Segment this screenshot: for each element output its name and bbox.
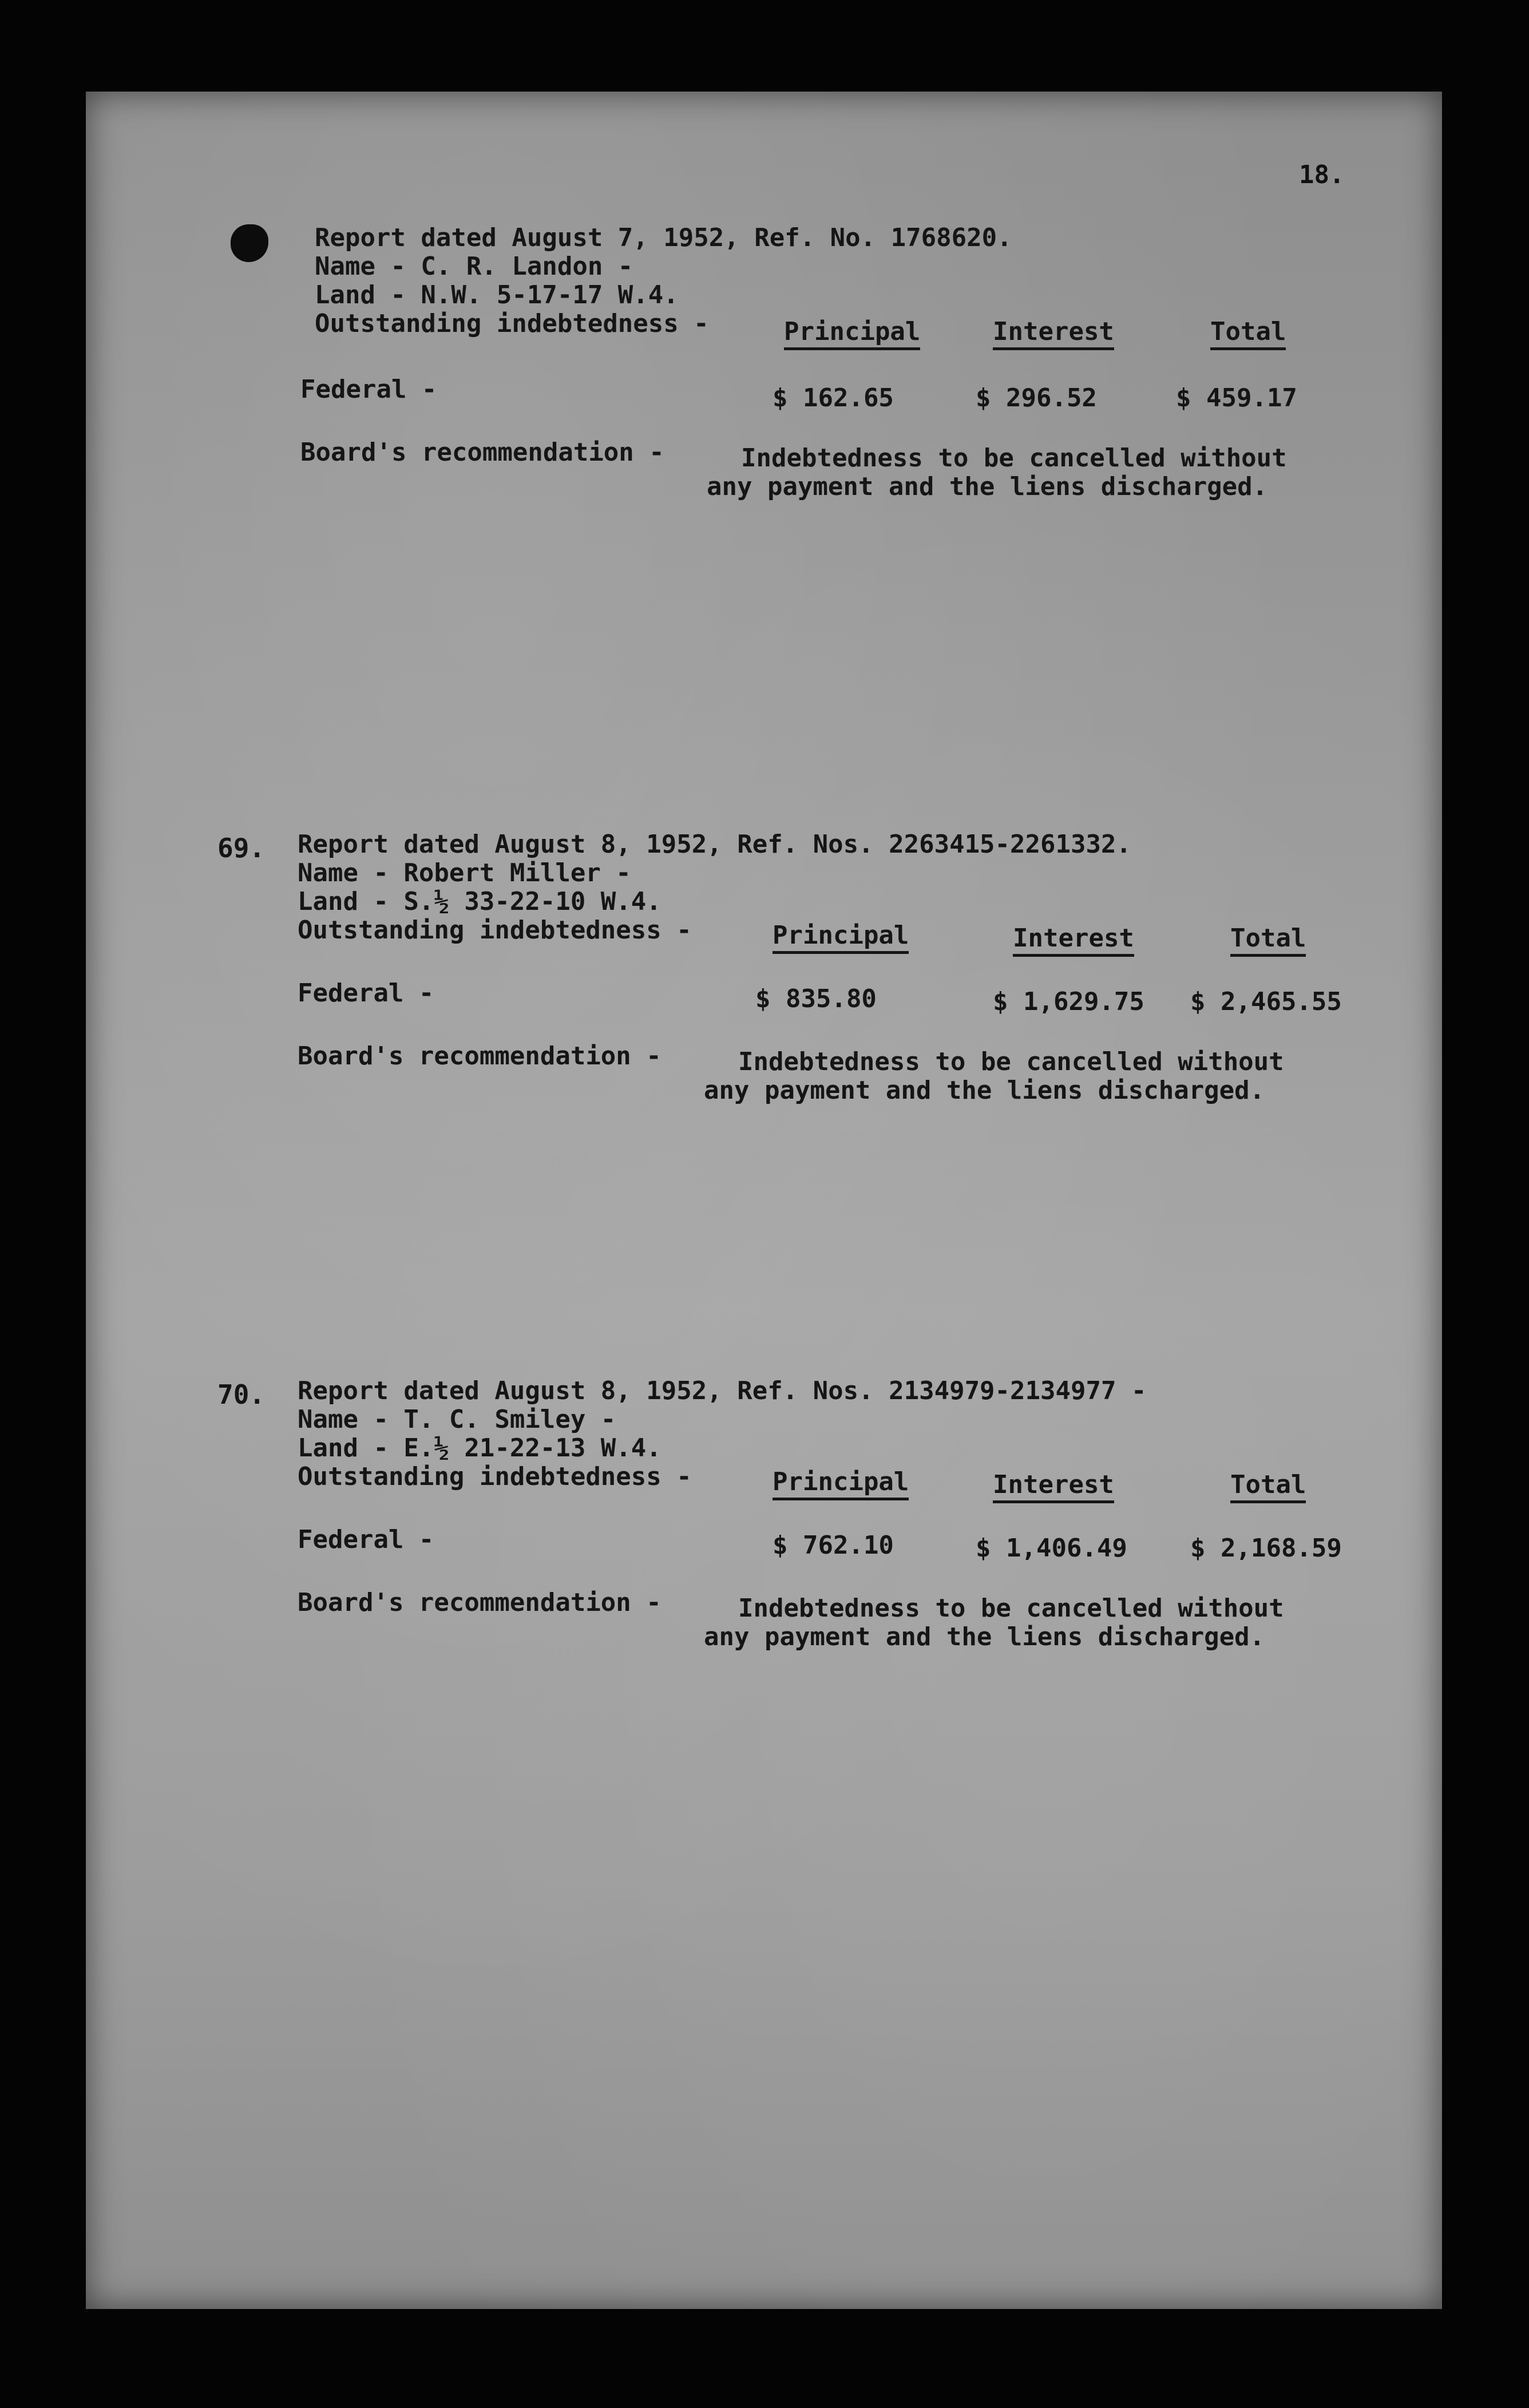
principal-header: Principal <box>773 921 909 954</box>
interest-header: Interest <box>993 1471 1114 1503</box>
name-line: Name - T. C. Smiley - <box>298 1405 616 1434</box>
document-page <box>86 92 1442 2309</box>
recommendation-line-2: any payment and the liens discharged. <box>704 1076 1265 1105</box>
total-amount: $ 459.17 <box>1176 383 1297 413</box>
indebtedness-label: Outstanding indebtedness - <box>315 309 709 338</box>
recommendation-line-2: any payment and the liens discharged. <box>707 472 1268 501</box>
land-line: Land - E.½ 21-22-13 W.4. <box>298 1433 661 1463</box>
name-line: Name - C. R. Landon - <box>315 252 633 281</box>
name-line: Name - Robert Miller - <box>298 858 631 888</box>
federal-label: Federal - <box>298 1525 434 1554</box>
principal-amount: $ 762.10 <box>773 1531 894 1560</box>
interest-amount: $ 1,629.75 <box>993 987 1144 1016</box>
interest-header: Interest <box>993 318 1114 350</box>
entry-number: 69. <box>217 833 266 864</box>
page-number: 18. <box>1299 160 1345 189</box>
total-header: Total <box>1230 1471 1306 1503</box>
total-amount: $ 2,168.59 <box>1190 1534 1342 1563</box>
principal-header: Principal <box>773 1468 909 1500</box>
entry-number: 70. <box>217 1379 266 1410</box>
recommendation-label: Board's recommendation - <box>300 438 664 467</box>
federal-label: Federal - <box>300 375 437 404</box>
report-line: Report dated August 8, 1952, Ref. Nos. 2263415-2261332. <box>298 830 1131 859</box>
total-header: Total <box>1210 318 1286 350</box>
principal-amount: $ 835.80 <box>755 984 877 1013</box>
recommendation-label: Board's recommendation - <box>298 1041 661 1071</box>
recommendation-label: Board's recommendation - <box>298 1588 661 1617</box>
indebtedness-label: Outstanding indebtedness - <box>298 916 692 945</box>
recommendation-line-1: Indebtedness to be cancelled without <box>738 1047 1284 1076</box>
report-line: Report dated August 7, 1952, Ref. No. 1768620. <box>315 223 1012 252</box>
recommendation-line-1: Indebtedness to be cancelled without <box>741 443 1287 473</box>
federal-label: Federal - <box>298 979 434 1008</box>
principal-header: Principal <box>784 318 920 350</box>
interest-header: Interest <box>1013 924 1134 957</box>
ink-blot-mark <box>231 224 268 262</box>
total-amount: $ 2,465.55 <box>1190 987 1342 1016</box>
total-header: Total <box>1230 924 1306 957</box>
recommendation-line-2: any payment and the liens discharged. <box>704 1622 1265 1651</box>
land-line: Land - N.W. 5-17-17 W.4. <box>315 280 679 310</box>
indebtedness-label: Outstanding indebtedness - <box>298 1462 692 1491</box>
interest-amount: $ 296.52 <box>976 383 1097 413</box>
land-line: Land - S.½ 33-22-10 W.4. <box>298 887 661 916</box>
report-line: Report dated August 8, 1952, Ref. Nos. 2134979-2134977 - <box>298 1376 1147 1405</box>
principal-amount: $ 162.65 <box>773 383 894 413</box>
interest-amount: $ 1,406.49 <box>976 1534 1127 1563</box>
recommendation-line-1: Indebtedness to be cancelled without <box>738 1594 1284 1623</box>
